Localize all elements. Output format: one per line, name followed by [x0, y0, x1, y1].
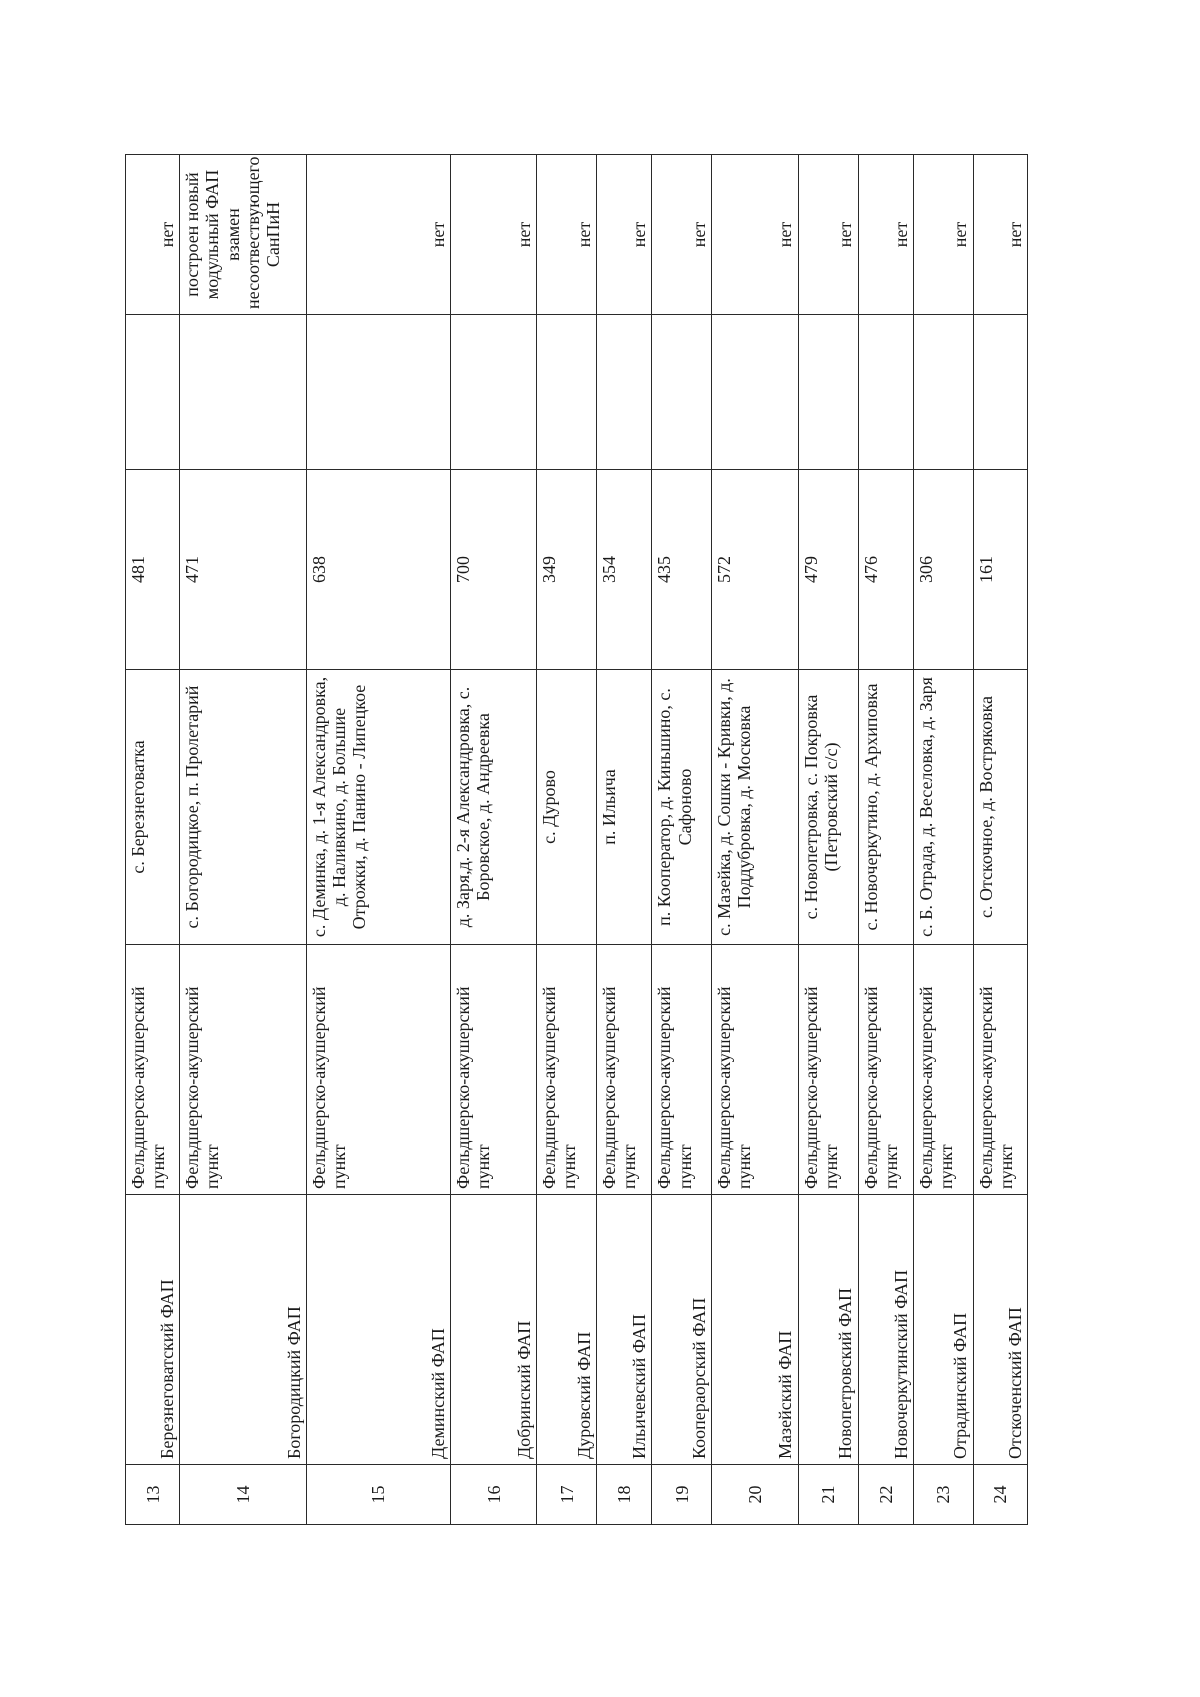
population: 306: [913, 470, 973, 670]
population: 479: [798, 470, 858, 670]
settlements: с. Б. Отрада, д. Веселовка, д. Заря: [913, 670, 973, 945]
settlements: д. Заря,д. 2-я Александровка, с. Боровское, д. Андреевка: [450, 670, 536, 945]
settlements: с. Мазейка, д. Сошки - Кривки, д. Поддубровка, д. Московка: [712, 670, 798, 945]
empty-cell: [798, 315, 858, 470]
empty-cell: [652, 315, 712, 470]
settlements: п. Ильича: [597, 670, 652, 945]
row-number: 23: [913, 1465, 973, 1525]
table-row: [652, 155, 712, 1525]
note: нет: [712, 155, 798, 315]
settlements: п. Кооператор, д. Киньшино, с. Сафоново: [652, 670, 712, 945]
empty-cell: [180, 315, 307, 470]
fap-name: Добринский ФАП: [450, 1195, 536, 1465]
facility-type: Фельдшерско-акушерский пункт: [307, 945, 451, 1195]
note: нет: [307, 155, 451, 315]
row-number: 19: [652, 1465, 712, 1525]
settlements: с. Деминка, д. 1-я Александровка, д. Наливкино, д. Большие Отрожки, д. Панино - Липецкое: [307, 670, 451, 945]
fap-table: [125, 154, 1028, 1525]
empty-cell: [537, 315, 597, 470]
table-row: [973, 155, 1027, 1525]
fap-name: Березнеговатский ФАП: [126, 1195, 180, 1465]
population: 638: [307, 470, 451, 670]
settlements: с. Новочеркутино, д. Архиповка: [858, 670, 913, 945]
fap-name: Мазейский ФАП: [712, 1195, 798, 1465]
row-number: 22: [858, 1465, 913, 1525]
table-row: [712, 155, 798, 1525]
settlements: с. Новопетровка, с. Покровка (Петровский с/с): [798, 670, 858, 945]
settlements: с. Отскочное, д. Востряковка: [973, 670, 1027, 945]
note: нет: [913, 155, 973, 315]
facility-type: Фельдшерско-акушерский пункт: [798, 945, 858, 1195]
fap-name: Дуровский ФАП: [537, 1195, 597, 1465]
row-number: 14: [180, 1465, 307, 1525]
facility-type: Фельдшерско-акушерский пункт: [712, 945, 798, 1195]
row-number: 16: [450, 1465, 536, 1525]
table-row: [126, 155, 180, 1525]
row-number: 21: [798, 1465, 858, 1525]
row-number: 13: [126, 1465, 180, 1525]
fap-table-body: [126, 155, 1028, 1525]
fap-name: Новопетровский ФАП: [798, 1195, 858, 1465]
table-row: [537, 155, 597, 1525]
row-number: 20: [712, 1465, 798, 1525]
fap-name: Отрадинский ФАП: [913, 1195, 973, 1465]
fap-name: Деминский ФАП: [307, 1195, 451, 1465]
facility-type: Фельдшерско-акушерский пункт: [180, 945, 307, 1195]
population: 476: [858, 470, 913, 670]
facility-type: Фельдшерско-акушерский пункт: [126, 945, 180, 1195]
settlements: с. Березнеговатка: [126, 670, 180, 945]
row-number: 18: [597, 1465, 652, 1525]
fap-name: Богородицкий ФАП: [180, 1195, 307, 1465]
population: 700: [450, 470, 536, 670]
note: нет: [537, 155, 597, 315]
empty-cell: [597, 315, 652, 470]
empty-cell: [450, 315, 536, 470]
empty-cell: [913, 315, 973, 470]
settlements: с. Богородицкое, п. Пролетарий: [180, 670, 307, 945]
empty-cell: [858, 315, 913, 470]
empty-cell: [307, 315, 451, 470]
empty-cell: [712, 315, 798, 470]
facility-type: Фельдшерско-акушерский пункт: [450, 945, 536, 1195]
rotated-table-wrapper: [125, 155, 1028, 1525]
note: нет: [450, 155, 536, 315]
table-row: [858, 155, 913, 1525]
note: нет: [973, 155, 1027, 315]
table-row: [307, 155, 451, 1525]
note: нет: [126, 155, 180, 315]
population: 481: [126, 470, 180, 670]
row-number: 17: [537, 1465, 597, 1525]
settlements: с. Дурово: [537, 670, 597, 945]
empty-cell: [126, 315, 180, 470]
fap-name: Коопераорский ФАП: [652, 1195, 712, 1465]
facility-type: Фельдшерско-акушерский пункт: [913, 945, 973, 1195]
table-row: [913, 155, 973, 1525]
fap-name: Новочеркутинский ФАП: [858, 1195, 913, 1465]
population: 435: [652, 470, 712, 670]
population: 471: [180, 470, 307, 670]
facility-type: Фельдшерско-акушерский пункт: [537, 945, 597, 1195]
facility-type: Фельдшерско-акушерский пункт: [597, 945, 652, 1195]
note: нет: [858, 155, 913, 315]
note: нет: [652, 155, 712, 315]
population: 349: [537, 470, 597, 670]
row-number: 24: [973, 1465, 1027, 1525]
fap-name: Ильичевский ФАП: [597, 1195, 652, 1465]
population: 572: [712, 470, 798, 670]
facility-type: Фельдшерско-акушерский пункт: [652, 945, 712, 1195]
table-row: [180, 155, 307, 1525]
note: нет: [597, 155, 652, 315]
facility-type: Фельдшерско-акушерский пункт: [858, 945, 913, 1195]
note: построен новый модульный ФАП взамен несоотвествующего СанПиН: [180, 155, 307, 315]
population: 354: [597, 470, 652, 670]
fap-name: Отскоченский ФАП: [973, 1195, 1027, 1465]
table-row: [597, 155, 652, 1525]
table-row: [450, 155, 536, 1525]
row-number: 15: [307, 1465, 451, 1525]
facility-type: Фельдшерско-акушерский пункт: [973, 945, 1027, 1195]
note: нет: [798, 155, 858, 315]
population: 161: [973, 470, 1027, 670]
empty-cell: [973, 315, 1027, 470]
table-row: [798, 155, 858, 1525]
